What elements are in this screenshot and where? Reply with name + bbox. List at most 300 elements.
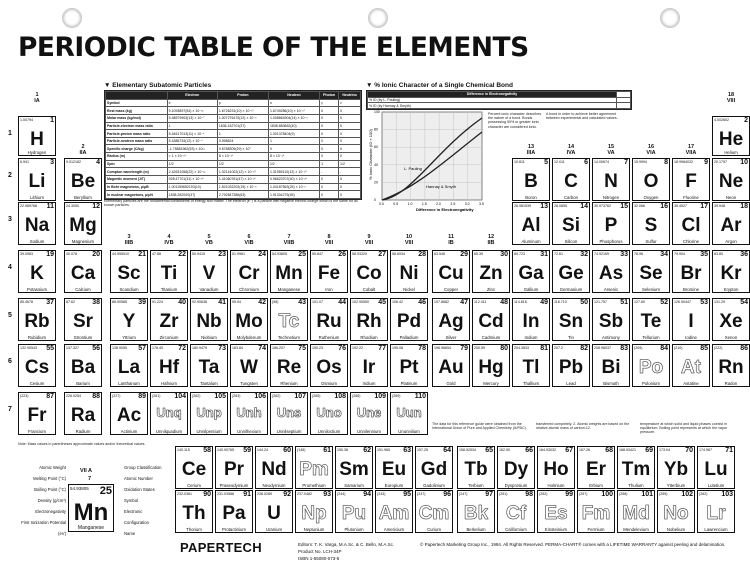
subatomic-cell: 0: [320, 137, 339, 145]
atomic-number: 59: [243, 447, 251, 454]
element-cell-nb: [190, 298, 228, 341]
atomic-mass: (243): [377, 492, 386, 496]
atomic-number: 94: [363, 491, 371, 498]
element-symbol: Uno: [316, 405, 342, 420]
group-roman: VIA: [646, 150, 656, 156]
element-name: Tungsten: [240, 381, 258, 386]
subatomic-cell: 1/2: [339, 160, 361, 168]
element-cell-au: [432, 344, 470, 387]
atomic-number: 69: [645, 447, 653, 454]
atomic-number: 6: [584, 159, 588, 166]
element-cell-ti: [150, 250, 188, 293]
element-name: Silicon: [564, 239, 578, 244]
atomic-number: 64: [443, 447, 451, 454]
element-name: Beryllium: [74, 195, 92, 200]
element-cell-cf: [497, 490, 535, 533]
subatomic-cell: 8 × 10⁻¹⁶: [268, 153, 319, 161]
element-cell-rb: [18, 298, 56, 341]
element-name: Zirconium: [159, 335, 179, 340]
element-symbol: Mn: [275, 263, 303, 284]
element-name: Mercury: [483, 381, 499, 386]
element-cell-ga: [512, 250, 550, 293]
element-name: Titanium: [160, 287, 178, 292]
element-symbol: Si: [562, 215, 580, 236]
element-cell-y: [110, 298, 148, 341]
element-symbol: Tm: [621, 459, 651, 480]
atomic-mass: 238.0289: [257, 492, 272, 496]
atomic-mass: (98): [272, 300, 279, 304]
element-symbol: Gd: [420, 459, 448, 480]
atomic-number: 52: [660, 299, 668, 306]
element-cell-ra: [64, 392, 102, 435]
atomic-number: 34: [660, 251, 668, 258]
element-symbol: Cf: [505, 503, 527, 524]
element-symbol: Unp: [196, 405, 222, 420]
element-symbol: Cu: [438, 263, 464, 284]
period-label: 2: [8, 172, 12, 179]
element-cell-mg: [64, 202, 102, 245]
atomic-number: 82: [580, 345, 588, 352]
element-symbol: H: [30, 129, 44, 150]
atomic-mass: 195.08: [392, 346, 403, 350]
atomic-mass: (262): [699, 492, 708, 496]
atomic-number: 103: [721, 491, 733, 498]
group-label-8: [316, 234, 342, 246]
atomic-number: 88: [92, 393, 100, 400]
atomic-mass: 173.04: [659, 448, 670, 452]
subatomic-cell: 0: [339, 122, 361, 130]
group-label-7: [276, 234, 302, 246]
atomic-number: 40: [178, 299, 186, 306]
element-symbol: Hf: [158, 357, 180, 378]
atomic-mass: 30.973762: [594, 204, 611, 208]
element-symbol: Es: [544, 503, 568, 524]
element-name: Antimony: [602, 335, 620, 340]
atomic-number: 67: [565, 447, 573, 454]
atomic-mass: (223): [20, 394, 29, 398]
group-roman: IVA: [566, 150, 576, 156]
element-symbol: Fm: [581, 503, 611, 524]
element-symbol: Cl: [681, 215, 701, 236]
ionic-xtick: 0.0: [379, 202, 384, 206]
subatomic-cell: e: [167, 99, 217, 107]
period-label: 6: [8, 358, 12, 365]
binder-hole: [62, 8, 82, 28]
element-symbol: Pu: [341, 503, 367, 524]
group-number: 1: [35, 92, 39, 98]
subatomic-cell: 1836.152701(37): [217, 122, 268, 130]
atomic-number: 106: [254, 393, 266, 400]
subatomic-cell: 1/2: [268, 160, 319, 168]
atomic-mass: 131.29: [714, 300, 725, 304]
subatomic-cell: 928.47701(31) × 10⁻²⁶: [167, 176, 217, 184]
element-symbol: Ce: [181, 459, 207, 480]
element-name: Iridium: [362, 381, 376, 386]
group-number: 15: [607, 144, 615, 150]
atomic-number: 26: [338, 251, 346, 258]
element-name: Lanthanum: [118, 381, 140, 386]
atomic-mass: 178.49: [152, 346, 163, 350]
element-symbol: Pb: [558, 357, 584, 378]
subatomic-cell: -: [320, 168, 339, 176]
atomic-mass: (209): [634, 346, 643, 350]
ionic-row-hannay: % ID (by Hannay & Smyth): [368, 103, 617, 109]
subatomic-cell: In Bohr magnetons, μ/μB: [106, 183, 168, 191]
element-name: Unnilpentium: [196, 429, 222, 434]
atomic-number: 9: [704, 159, 708, 166]
element-name: Strontium: [73, 335, 93, 340]
element-name: Fermium: [587, 527, 605, 532]
atomic-number: 57: [138, 345, 146, 352]
element-cell-cr: [230, 250, 268, 293]
element-name: Thorium: [186, 527, 202, 532]
element-name: Cadmium: [481, 335, 501, 340]
element-name: Palladium: [399, 335, 419, 340]
atomic-mass: (222): [714, 346, 723, 350]
element-name: Europium: [384, 483, 404, 488]
element-name: Tellurium: [642, 335, 660, 340]
element-cell-ca: [64, 250, 102, 293]
element-cell-uno: [310, 392, 348, 435]
subatomic-cell: 0: [320, 145, 339, 153]
atomic-number: 8: [664, 159, 668, 166]
footer-note-3: temperature at which solid and liquid phases coexist in equilibrium. Boiling point represents at which the vapor pressure.: [640, 422, 728, 435]
element-name: Silver: [445, 335, 457, 340]
key-group-roman: VII A: [80, 468, 93, 474]
atomic-number: 51: [620, 299, 628, 306]
atomic-number: 56: [92, 345, 100, 352]
subatomic-note: Elementary particles are the fundamental constituents of energy and matter. The electron (e⁻) is a particle with negative electric charge which is the same for all known particles.: [104, 199, 358, 208]
group-number: 11: [448, 234, 454, 240]
group-label-9: [356, 234, 382, 246]
atomic-mass: 157.25: [417, 448, 428, 452]
element-cell-ir: [350, 344, 388, 387]
atomic-number: 76: [338, 345, 346, 352]
element-name: Boron: [525, 195, 537, 200]
group-roman: IIA: [79, 150, 87, 156]
element-symbol: He: [718, 129, 744, 150]
subatomic-cell: Particle-electron mass ratio: [106, 122, 168, 130]
element-cell-une: [350, 392, 388, 435]
element-name: Radon: [724, 381, 738, 386]
group-roman: IIIA: [526, 150, 536, 156]
element-cell-te: [632, 298, 670, 341]
atomic-number: 55: [46, 345, 54, 352]
element-cell-ce: [175, 446, 213, 489]
element-name: Oxygen: [643, 195, 659, 200]
element-cell-tc: [270, 298, 308, 341]
atomic-number: 62: [363, 447, 371, 454]
element-symbol: Unh: [236, 405, 262, 420]
element-cell-th: [175, 490, 213, 533]
atomic-number: 85: [700, 345, 708, 352]
atomic-number: 109: [374, 393, 386, 400]
element-symbol: Tb: [464, 459, 488, 480]
atomic-mass: 183.84: [232, 346, 243, 350]
group-number: 13: [527, 144, 535, 150]
element-name: Bismuth: [603, 381, 619, 386]
element-symbol: Ru: [316, 311, 342, 332]
element-symbol: Er: [585, 459, 607, 480]
atomic-mass: 126.90447: [674, 300, 691, 304]
element-symbol: Mg: [69, 215, 97, 236]
atomic-mass: 39.948: [714, 204, 725, 208]
element-symbol: Ne: [718, 171, 744, 192]
element-symbol: La: [117, 357, 141, 378]
element-name: Berkelium: [466, 527, 486, 532]
atomic-number: 47: [460, 299, 468, 306]
element-cell-p: [592, 202, 630, 245]
atomic-mass: 138.9055: [112, 346, 127, 350]
subatomic-cell: 9.1093897(54) × 10⁻³¹: [167, 107, 217, 115]
atomic-number: 13: [540, 203, 548, 210]
atomic-number: 107: [294, 393, 306, 400]
group-label-2: [70, 144, 96, 156]
subatomic-cell: 1.04187563(25) × 10⁻³: [268, 183, 319, 191]
element-cell-np: [295, 490, 333, 533]
atomic-mass: 196.96654: [434, 346, 451, 350]
ionic-ytick: 40: [374, 162, 378, 167]
ionic-xtick: 3.0: [464, 202, 470, 206]
group-roman: IB: [448, 240, 454, 246]
atomic-mass: 88.90585: [112, 300, 127, 304]
element-symbol: B: [524, 171, 538, 192]
element-cell-he: [712, 116, 750, 156]
element-symbol: Np: [301, 503, 327, 524]
atomic-mass: 58.6934: [392, 252, 405, 256]
element-symbol: Ir: [362, 357, 376, 378]
group-number: 2: [81, 144, 85, 150]
atomic-mass: 164.93032: [539, 448, 556, 452]
element-cell-at: [672, 344, 710, 387]
element-symbol: Be: [70, 171, 96, 192]
group-number: 3: [127, 234, 131, 240]
element-name: Helium: [724, 150, 738, 155]
element-name: Iron: [325, 287, 333, 292]
element-name: Tin: [568, 335, 574, 340]
element-cell-b: [512, 158, 550, 201]
element-symbol: V: [202, 263, 216, 284]
element-cell-es: [537, 490, 575, 533]
element-name: Unnilquadium: [155, 429, 183, 434]
subatomic-cell: 1.6749286(10) × 10⁻²⁷: [268, 107, 319, 115]
atomic-mass: 51.9961: [232, 252, 245, 256]
atomic-mass: 112.411: [474, 300, 487, 304]
element-symbol: W: [240, 357, 258, 378]
atomic-mass: (251): [499, 492, 508, 496]
atomic-mass: 174.967: [699, 448, 712, 452]
element-symbol: Tl: [522, 357, 540, 378]
atomic-mass: 208.98037: [594, 346, 611, 350]
atomic-number: 46: [418, 299, 426, 306]
atomic-number: 17: [700, 203, 708, 210]
pauling-curve-label: L. Pauling: [404, 166, 422, 171]
element-symbol: O: [643, 171, 659, 192]
element-cell-ag: [432, 298, 470, 341]
atomic-number: 7: [624, 159, 628, 166]
atomic-number: 16: [660, 203, 668, 210]
subatomic-table: [104, 90, 362, 200]
subatomic-heading-text: Elementary Subatomic Particles: [112, 82, 212, 89]
element-name: Rubidium: [27, 335, 47, 340]
element-name: Xenon: [724, 335, 738, 340]
atomic-number: 99: [565, 491, 573, 498]
group-label-6: [236, 234, 262, 246]
element-cell-cl: [672, 202, 710, 245]
atomic-mass: 107.8682: [434, 300, 449, 304]
atomic-number: 96: [443, 491, 451, 498]
atomic-mass: (265): [312, 394, 321, 398]
atomic-number: 80: [500, 345, 508, 352]
element-name: Magnesium: [71, 239, 95, 244]
group-label-12: [478, 234, 504, 246]
element-cell-ni: [390, 250, 428, 293]
element-name: Technetium: [278, 335, 300, 340]
element-cell-md: [617, 490, 655, 533]
atomic-number: 5: [544, 159, 548, 166]
ionic-xtick: 3.5: [479, 202, 484, 206]
group-number: 10: [405, 234, 413, 240]
subatomic-cell: 1: [320, 160, 339, 168]
period-label: 1: [8, 130, 12, 137]
element-cell-uns: [270, 392, 308, 435]
element-cell-zn: [472, 250, 510, 293]
group-roman: VIII: [364, 240, 374, 246]
element-symbol: Na: [24, 215, 50, 236]
atomic-mass: 167.26: [579, 448, 590, 452]
element-cell-mo: [230, 298, 268, 341]
ionic-xtick: 0.5: [393, 202, 399, 206]
subatomic-cell: -: [339, 168, 361, 176]
element-cell-zr: [150, 298, 188, 341]
atomic-mass: 54.93805: [272, 252, 287, 256]
subatomic-cell: 0: [339, 191, 361, 199]
element-symbol: Une: [356, 405, 382, 420]
atomic-mass: (266): [352, 394, 361, 398]
element-name: Barium: [76, 381, 90, 386]
atomic-number: 58: [203, 447, 211, 454]
element-symbol: Bk: [463, 503, 489, 524]
element-cell-i: [672, 298, 710, 341]
element-name: Sodium: [29, 239, 45, 244]
element-cell-se: [632, 250, 670, 293]
element-name: Gallium: [523, 287, 539, 292]
element-cell-s: [632, 202, 670, 245]
atomic-mass: (145): [297, 448, 306, 452]
subatomic-cell: In nuclear magnetons, μ/μN: [106, 191, 168, 199]
element-cell-no: [657, 490, 695, 533]
element-name: Nitrogen: [602, 195, 620, 200]
atomic-mass: 69.723: [514, 252, 525, 256]
element-symbol: C: [564, 171, 578, 192]
atomic-mass: 15.9994: [634, 160, 647, 164]
atomic-number: 39: [138, 299, 146, 306]
element-cell-sm: [335, 446, 373, 489]
ionic-ylabel: % Ionic Character (ID × 100): [368, 129, 373, 180]
element-name: Ununnilium: [398, 429, 420, 434]
element-name: Uranium: [265, 527, 283, 532]
group-label-18: [718, 92, 744, 104]
element-cell-be: [64, 158, 102, 201]
credits-editors: Editors: T. K. Varga, M.A.Sc. & C. Bello, M.A.Sc.: [298, 542, 395, 547]
subatomic-cell: 2.42631058(22) × 10⁻¹²: [167, 168, 217, 176]
element-name: Argon: [725, 239, 737, 244]
subatomic-cell: 0.96623707(40) × 10⁻²⁶: [268, 176, 319, 184]
element-symbol: Rn: [718, 357, 744, 378]
element-name: Neon: [725, 195, 737, 200]
atomic-number: 22: [178, 251, 186, 258]
subatomic-cell: 0.998624: [217, 137, 268, 145]
subatomic-cell: Radius (m): [106, 153, 168, 161]
element-cell-ne: [712, 158, 750, 201]
atomic-number: 23: [218, 251, 226, 258]
element-name: Osmium: [321, 381, 337, 386]
element-cell-am: [375, 490, 413, 533]
subatomic-cell: < 1 × 10⁻¹⁸: [167, 153, 217, 161]
element-cell-as: [592, 250, 630, 293]
atomic-mass: 55.847: [312, 252, 323, 256]
atomic-mass: 58.93320: [352, 252, 367, 256]
period-label: 3: [8, 216, 12, 223]
group-roman: VIIB: [283, 240, 295, 246]
atomic-number: 32: [580, 251, 588, 258]
element-symbol: Kr: [720, 263, 742, 284]
atomic-number: 49: [540, 299, 548, 306]
element-name: Cerium: [187, 483, 201, 488]
atomic-mass: 144.24: [257, 448, 268, 452]
atomic-mass: 190.23: [312, 346, 323, 350]
element-name: Iodine: [685, 335, 697, 340]
element-name: Arsenic: [603, 287, 619, 292]
element-cell-pd: [390, 298, 428, 341]
element-symbol: Se: [639, 263, 663, 284]
element-cell-in: [512, 298, 550, 341]
subatomic-cell: 0: [320, 153, 339, 161]
element-name: Einsteinium: [544, 527, 568, 532]
element-cell-u: [255, 490, 293, 533]
element-symbol: Zn: [479, 263, 503, 284]
atomic-number: 91: [243, 491, 251, 498]
element-symbol: Nb: [196, 311, 222, 332]
atomic-number: 18: [740, 203, 748, 210]
subatomic-cell: Particle-proton mass ratio: [106, 130, 168, 138]
element-cell-v: [190, 250, 228, 293]
element-name: Protactinium: [222, 527, 246, 532]
atomic-number: 77: [378, 345, 386, 352]
atomic-number: 53: [700, 299, 708, 306]
atomic-mass: 26.981539: [514, 204, 531, 208]
element-symbol: Uun: [396, 405, 422, 420]
atomic-mass: 92.90638: [192, 300, 207, 304]
element-symbol: Pt: [399, 357, 419, 378]
atomic-number: 50: [580, 299, 588, 306]
group-roman: VB: [205, 240, 213, 246]
atomic-number: 25: [298, 251, 306, 258]
atomic-mass: 180.9479: [192, 346, 207, 350]
element-name: Gold: [446, 381, 456, 386]
subatomic-cell: Rest mass (kg): [106, 107, 168, 115]
atomic-number: 101: [641, 491, 653, 498]
atomic-mass: 35.4527: [674, 204, 687, 208]
subatomic-cell: 1.007276470(12) × 10⁻³: [217, 114, 268, 122]
element-symbol: U: [267, 503, 281, 524]
atomic-number: 38: [92, 299, 100, 306]
group-number: 17: [687, 144, 695, 150]
atomic-mass: (261): [152, 394, 161, 398]
element-cell-n: [592, 158, 630, 201]
atomic-number: 74: [258, 345, 266, 352]
element-name: Californium: [505, 527, 527, 532]
